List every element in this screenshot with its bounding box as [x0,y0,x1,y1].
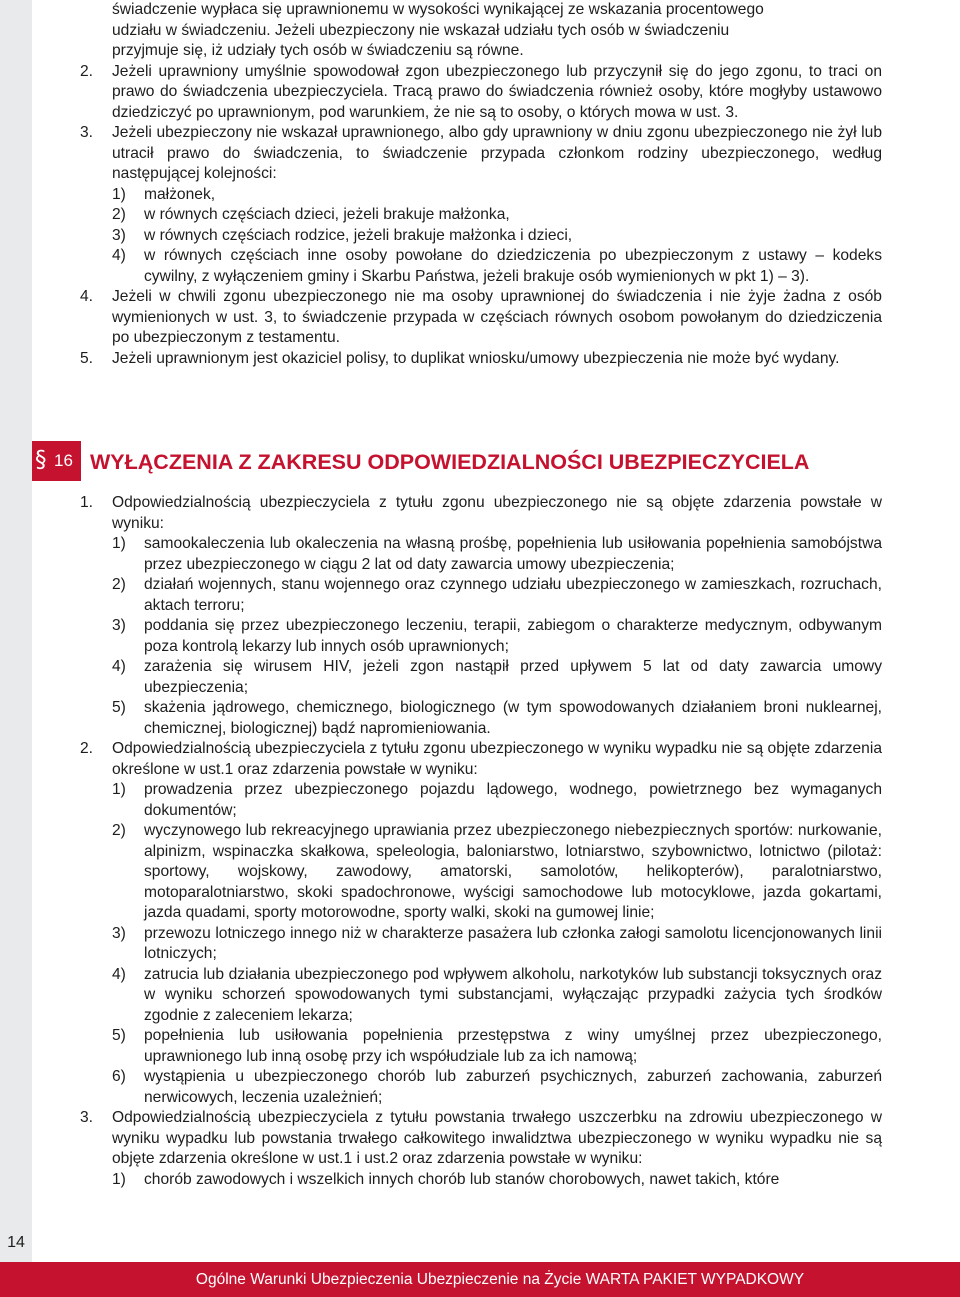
sub-text: prowadzenia przez ubezpieczonego pojazdu lądowego, wodnego, powietrznego bez wymaganych dokumentów; [144,781,882,819]
sub-text: chorób zawodowych i wszelkich innych chorób lub stanów chorobowych, nawet takich, które [144,1170,780,1188]
sub-number: 1) [112,535,126,552]
section-number: 16 [54,451,73,470]
footer-text: Ogólne Warunki Ubezpieczenia Ubezpieczenie na Życie WARTA PAKIET WYPADKOWY [195,1271,805,1288]
sub-number: 3) [112,617,126,634]
sub-text: zarażenia się wirusem HIV, jeżeli zgon nastąpił przed upływem 5 lat od daty zawarcia umowy ubezpieczenia; [144,658,882,696]
sub-number: 2) [112,206,126,223]
intro-line: przyjmuje się, iż udziały tych osób w świadczeniu są równe. [112,42,524,59]
sub-item [80,780,882,821]
sub-text: wyczynowego lub rekreacyjnego uprawiania przez ubezpieczonego niebezpiecznych sportów: nurkowanie, alpinizm, wspinaczka skałkowa, speleologia, baloniarstwo, lotniarstwo, szybownictwo, lotnictwo (pilotaż: sportowy, wojskowy, zawodowy, amatorski, samolotów, helikopterów), paralotniarstwo, motoparalotniarstwo, skoki spadochronowe, wyścigi samochodowe lub motocyklowe, jazda gokartami, jazda quadami, sporty motorowodne, sporty walki, skoki na gumowej linie; [144,822,882,921]
continued-paragraph [80,0,882,62]
sub-item [80,1170,882,1191]
item-number: 2. [80,62,94,80]
item-number: 1. [80,494,94,511]
sub-text: skażenia jądrowego, chemicznego, biologicznego (w tym spowodowanych działaniem broni nuklearnej, chemicznej, biologicznej) bądź napromieniowania. [144,699,882,737]
item-text: Odpowiedzialnością ubezpieczyciela z tytułu zgonu ubezpieczonego w wyniku wypadku nie są objęte zdarzenia określone w ust.1 oraz zdarzenia powstałe w wyniku: [112,740,882,778]
sub-number: 6) [112,1068,126,1085]
sub-item [80,821,882,924]
sub-number: 1) [112,185,126,203]
list-item [80,493,882,739]
sub-number: 1) [112,781,126,798]
upper-text-block [80,0,882,369]
item-number: 4. [80,288,94,305]
sub-item [80,965,882,1027]
sub-text: wystąpienia u ubezpieczonego chorób lub zaburzeń psychicznych, zaburzeń zachowania, zaburzeń nerwicowych, leczenia uzależnień; [144,1068,882,1106]
item-text: Odpowiedzialnością ubezpieczyciela z tytułu powstania trwałego uszczerbku na zdrowiu ubezpieczonego w wyniku wypadku lub powstania trwałego całkowitego inwalidztwa ubezpieczonego w wyniku wypadku nie są objęte zdarzenia określone w ust.1 i ust.2 oraz zdarzenia powstałe w wyniku: [112,1109,882,1167]
list-item [80,1108,882,1190]
item-text: Odpowiedzialnością ubezpieczyciela z tytułu zgonu ubezpieczonego nie są objęte zdarzenia powstałe w wyniku: [112,494,882,532]
sub-item [80,534,882,575]
section-heading [32,441,932,481]
sub-text: małżonek, [144,185,216,203]
sub-item [80,185,882,206]
sub-text: w równych częściach rodzice, jeżeli brakuje małżonka i dzieci, [144,226,573,244]
lower-text-block [80,493,882,1190]
sub-number: 2) [112,822,126,839]
sub-text: przewozu lotniczego innego niż w charakterze pasażera lub członka załogi samolotu licencjonowanych linii lotniczych; [144,924,882,962]
item-number: 5. [80,349,94,367]
list-item [80,123,882,287]
sub-item [80,246,882,287]
page-sidebar [0,0,32,1297]
sub-item [80,698,882,739]
intro-line: udziału w świadczeniu. Jeżeli ubezpieczony nie wskazał udziału tych osób w świadczeniu [112,21,730,39]
sub-text: zatrucia lub działania ubezpieczonego pod wpływem alkoholu, narkotyków lub substancji toksycznych oraz w wyniku schorzeń spowodowanych tymi substancjami, wyłączając przypadki zażycia tych środków zgodnie z zaleceniem lekarza; [144,965,882,1024]
item-number: 3. [80,1109,94,1126]
item-text: Jeżeli w chwili zgonu ubezpieczonego nie ma osoby uprawnionej do świadczenia i nie żyje żadna z osób wymienionych w ust. 3, to świadczenie przypada w częściach równych osobom powołanym do dziedziczenia po ubezpieczonym z testamentu. [112,288,882,346]
sub-number: 5) [112,699,126,716]
sub-text: działań wojennych, stanu wojennego oraz czynnego udziału ubezpieczonego w zamieszkach, rozruchach, aktach terroru; [144,576,882,614]
sub-text: poddania się przez ubezpieczonego leczeniu, terapii, zabiegom o charakterze medycznym, odbywanym poza kontrolą lekarzy lub innych osób uprawnionych; [144,617,882,655]
sub-item [80,924,882,965]
list-item [80,287,882,349]
list-item [80,739,882,1108]
sub-number: 1) [112,1170,126,1188]
list-item [80,62,882,124]
item-text: Jeżeli ubezpieczony nie wskazał uprawnionego, albo gdy uprawniony w dniu zgonu ubezpieczonego nie żył lub utracił prawo do świadczenia, to świadczenie przypada członkom rodziny ubezpieczonego, według następującej kolejności: [112,124,882,182]
item-number: 3. [80,124,94,141]
sub-text: samookaleczenia lub okaleczenia na własną prośbę, popełnienia lub usiłowania popełnienia samobójstwa przez ubezpieczonego w ciągu 2 lat od daty zawarcia umowy ubezpieczenia; [144,535,882,573]
sub-text: popełnienia lub usiłowania popełnienia przestępstwa z winy umyślnej przez ubezpieczonego, uprawnionego lub inną osobę przy ich współudziale lub za ich namową; [144,1027,882,1065]
sub-item [80,657,882,698]
sub-item [80,616,882,657]
sub-text: w równych częściach inne osoby powołane do dziedziczenia po ubezpieczonym z ustawy – kodeks cywilny, z wyłączeniem gminy i Skarbu Państwa, jeżeli brakuje osób wymienionych w pkt 1) – 3). [144,247,882,285]
intro-line: świadczenie wypłaca się uprawnionemu w wysokości wynikającej ze wskazania procentowego [112,1,764,18]
sub-number: 4) [112,247,126,264]
sidebar-band [0,0,32,1262]
sub-item [80,226,882,247]
sub-item [80,205,882,226]
sub-number: 4) [112,965,126,983]
footer-bar [0,1262,960,1297]
sub-item [80,1067,882,1108]
sub-number: 2) [112,576,126,593]
sub-item [80,1026,882,1067]
sub-number: 4) [112,658,126,675]
sub-number: 3) [112,924,126,942]
sub-text: w równych częściach dzieci, jeżeli brakuje małżonka, [144,206,510,223]
sub-number: 5) [112,1027,126,1044]
paragraph-sign-icon: § [35,447,47,473]
item-number: 2. [80,740,94,757]
item-text: Jeżeli uprawnionym jest okaziciel polisy, to duplikat wniosku/umowy ubezpieczenia nie może być wydany. [112,349,840,367]
section-number-badge [32,441,81,481]
sub-number: 3) [112,226,126,244]
page-number: 14 [7,1234,25,1251]
item-text: Jeżeli uprawniony umyślnie spowodował zgon ubezpieczonego lub przyczynił się do jego zgonu, to traci on prawo do świadczenia ubezpieczyciela. Tracą prawo do świadczenia również osoby, które mogłyby ustawowo dziedziczyć po uprawnionym, pod warunkiem, że nie są to osoby, o których mowa w ust. 3. [112,62,882,121]
list-item [80,349,882,370]
section-title: WYŁĄCZENIA Z ZAKRESU ODPOWIEDZIALNOŚCI UBEZPIECZYCIELA [90,450,810,474]
sub-item [80,575,882,616]
